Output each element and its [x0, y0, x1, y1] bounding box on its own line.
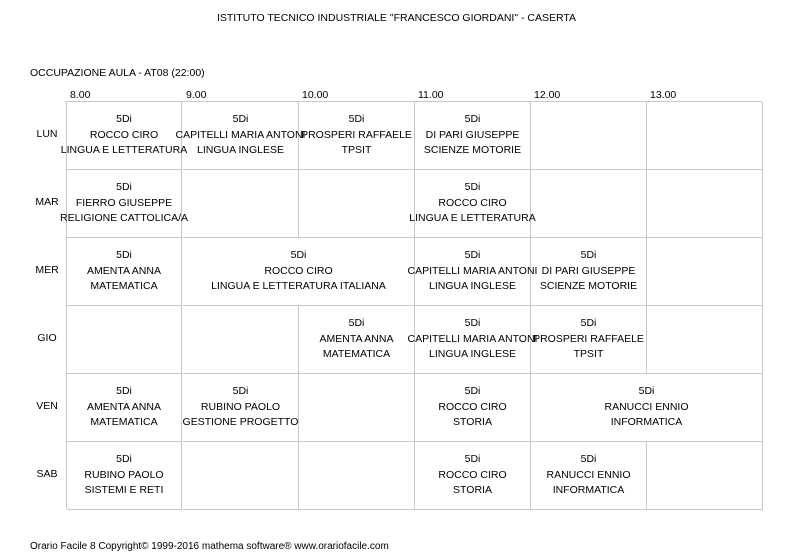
- lesson-teacher: AMENTA ANNA: [87, 400, 161, 413]
- footer-copyright: Orario Facile 8 Copyright© 1999-2016 mathema software® www.orariofacile.com: [30, 541, 389, 552]
- lesson-subject: SISTEMI E RETI: [84, 484, 164, 497]
- lesson-cell: [60, 102, 188, 170]
- lesson-class: 5Di: [464, 317, 481, 330]
- lesson-cell: [407, 306, 538, 374]
- empty-cell: [299, 170, 415, 238]
- empty-cell: [67, 306, 182, 374]
- lesson-cell: [415, 442, 531, 510]
- empty-cell: [647, 442, 763, 510]
- lesson-class: 5Di: [116, 249, 132, 262]
- lesson-class: 5Di: [580, 249, 597, 262]
- lesson-cell: [60, 170, 188, 238]
- lesson-subject: MATEMATICA: [322, 348, 391, 361]
- lesson-teacher: CAPITELLI MARIA ANTONI: [407, 264, 538, 277]
- empty-cell: [183, 170, 299, 238]
- lesson-teacher: PROSPERI RAFFAELE: [533, 332, 644, 345]
- lesson-teacher: DI PARI GIUSEPPE: [541, 264, 636, 277]
- lesson-subject: LINGUA INGLESE: [429, 280, 516, 293]
- time-label: 9.00: [186, 89, 207, 101]
- lesson-cell: [409, 170, 536, 238]
- lesson-class: 5Di: [464, 113, 481, 126]
- lesson-class: 5Di: [580, 317, 597, 330]
- empty-cell: [183, 306, 299, 374]
- lesson-cell: [531, 238, 647, 306]
- lesson-teacher: AMENTA ANNA: [319, 332, 394, 345]
- lesson-cell: [407, 238, 538, 306]
- lesson-cell: [531, 374, 763, 442]
- lesson-subject: LINGUA E LETTERATURA: [409, 212, 536, 225]
- lesson-subject: MATEMATICA: [90, 280, 158, 293]
- lesson-teacher: CAPITELLI MARIA ANTONI: [407, 332, 538, 345]
- lesson-subject: INFORMATICA: [552, 484, 625, 497]
- empty-cell: [531, 170, 647, 238]
- lesson-subject: STORIA: [453, 484, 492, 497]
- lesson-cell: [531, 442, 647, 510]
- lesson-cell: [531, 306, 647, 374]
- lesson-subject: LINGUA E LETTERATURA: [60, 144, 188, 157]
- lesson-teacher: ROCCO CIRO: [264, 264, 333, 277]
- empty-cell: [647, 170, 763, 238]
- lesson-class: 5Di: [232, 385, 249, 398]
- lesson-class: 5Di: [232, 113, 249, 126]
- school-title: ISTITUTO TECNICO INDUSTRIALE "FRANCESCO GIORDANI" - CASERTA: [216, 12, 577, 24]
- lesson-subject: TPSIT: [341, 144, 372, 157]
- lesson-cell: [67, 442, 182, 510]
- day-label: VEN: [36, 400, 58, 412]
- day-label: SAB: [36, 468, 58, 480]
- lesson-class: 5Di: [116, 113, 132, 126]
- lesson-subject: LINGUA INGLESE: [429, 348, 516, 361]
- lesson-teacher: PROSPERI RAFFAELE: [301, 128, 412, 141]
- lesson-class: 5Di: [464, 385, 481, 398]
- lesson-class: 5Di: [464, 181, 481, 194]
- lesson-subject: RELIGIONE CATTOLICA/A: [60, 212, 188, 225]
- time-label: 11.00: [418, 89, 444, 101]
- lesson-subject: GESTIONE PROGETTO: [182, 416, 299, 429]
- time-label: 10.00: [302, 89, 329, 101]
- empty-cell: [299, 374, 415, 442]
- lesson-cell: [299, 306, 415, 374]
- empty-cell: [647, 238, 763, 306]
- lesson-cell: [175, 102, 306, 170]
- lesson-cell: [415, 102, 531, 170]
- empty-cell: [647, 102, 763, 170]
- time-label: 12.00: [534, 89, 561, 101]
- lesson-teacher: CAPITELLI MARIA ANTONI: [175, 128, 306, 141]
- lesson-teacher: AMENTA ANNA: [87, 264, 161, 277]
- lesson-teacher: FIERRO GIUSEPPE: [75, 196, 173, 209]
- lesson-cell: [415, 374, 531, 442]
- lesson-teacher: ROCCO CIRO: [89, 128, 159, 141]
- empty-cell: [183, 442, 299, 510]
- lesson-cell: [67, 374, 182, 442]
- lesson-subject: INFORMATICA: [610, 416, 683, 429]
- lesson-class: 5Di: [290, 249, 307, 262]
- lesson-class: 5Di: [348, 317, 365, 330]
- day-label: LUN: [36, 128, 58, 140]
- lesson-teacher: ROCCO CIRO: [438, 468, 507, 481]
- day-label: MAR: [35, 196, 59, 208]
- lesson-cell: [183, 374, 299, 442]
- lesson-teacher: ROCCO CIRO: [438, 196, 507, 209]
- lesson-cell: [67, 238, 182, 306]
- lesson-class: 5Di: [464, 453, 481, 466]
- lesson-cell: [183, 238, 415, 306]
- lesson-class: 5Di: [348, 113, 365, 126]
- lesson-class: 5Di: [580, 453, 597, 466]
- day-label: GIO: [37, 332, 57, 344]
- lesson-subject: SCIENZE MOTORIE: [539, 280, 638, 293]
- empty-cell: [531, 102, 647, 170]
- empty-cell: [299, 442, 415, 510]
- lesson-teacher: RANUCCI ENNIO: [604, 400, 689, 413]
- lesson-cell: [299, 102, 415, 170]
- lesson-subject: LINGUA INGLESE: [197, 144, 284, 157]
- lesson-class: 5Di: [116, 453, 132, 466]
- lesson-teacher: DI PARI GIUSEPPE: [425, 128, 520, 141]
- day-label: MER: [35, 264, 59, 276]
- timetable-grid: [60, 101, 762, 509]
- lesson-subject: MATEMATICA: [90, 416, 158, 429]
- lesson-teacher: RUBINO PAOLO: [84, 468, 164, 481]
- lesson-class: 5Di: [116, 385, 132, 398]
- lesson-class: 5Di: [116, 181, 132, 194]
- lesson-class: 5Di: [464, 249, 481, 262]
- lesson-teacher: ROCCO CIRO: [438, 400, 507, 413]
- lesson-subject: SCIENZE MOTORIE: [423, 144, 522, 157]
- time-label: 8.00: [70, 89, 91, 101]
- lesson-subject: LINGUA E LETTERATURA ITALIANA: [211, 280, 386, 293]
- lesson-subject: STORIA: [453, 416, 492, 429]
- empty-cell: [647, 306, 763, 374]
- room-occupation-title: OCCUPAZIONE AULA - AT08 (22:00): [30, 67, 205, 79]
- lesson-teacher: RUBINO PAOLO: [200, 400, 281, 413]
- lesson-class: 5Di: [638, 385, 655, 398]
- lesson-subject: TPSIT: [573, 348, 604, 361]
- lesson-teacher: RANUCCI ENNIO: [546, 468, 631, 481]
- time-label: 13.00: [650, 89, 677, 101]
